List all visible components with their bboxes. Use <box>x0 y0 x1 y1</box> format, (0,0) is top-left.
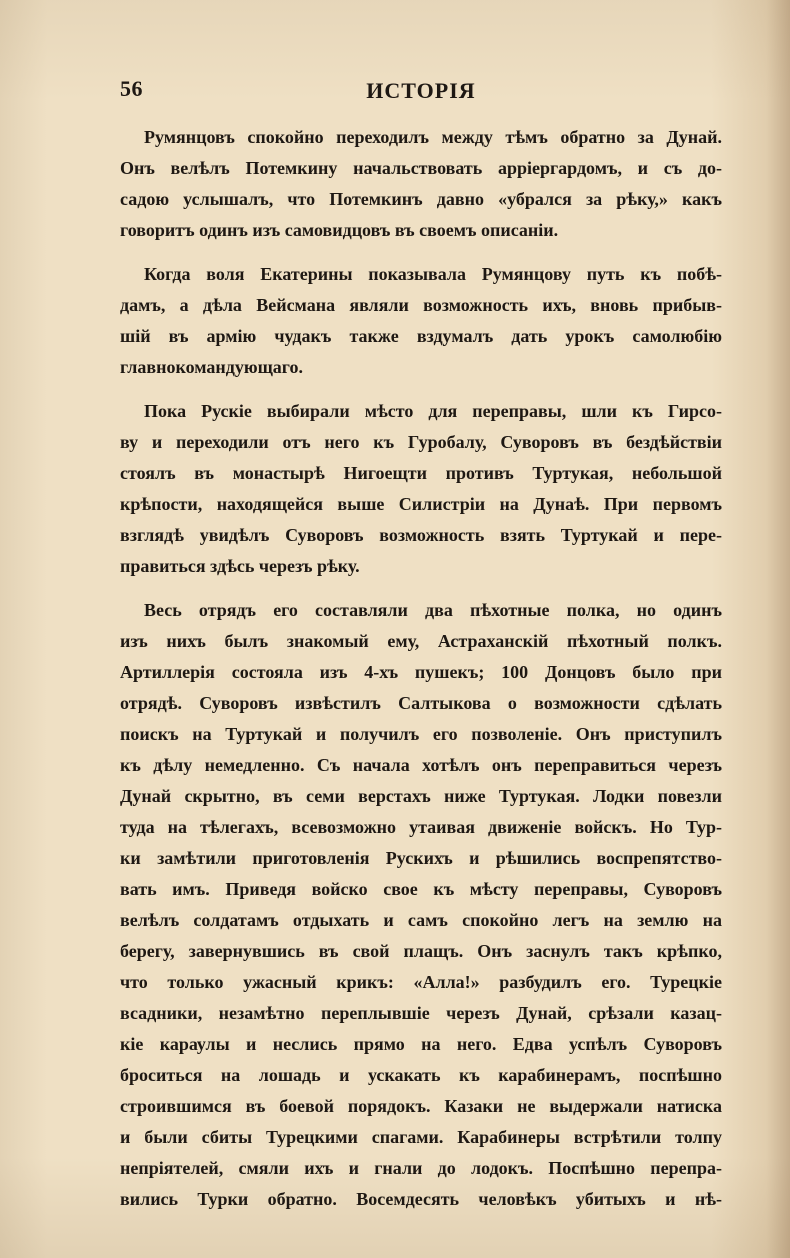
text-line: Пока Рускіе выбирали мѣсто для переправы, шли къ Гирсо- <box>144 401 722 421</box>
text-line: непріятелей, смяли ихъ и гнали до лодокъ. Поспѣшно перепра- <box>120 1158 722 1178</box>
text-line: берегу, завернувшись въ свой плащъ. Онъ заснулъ такъ крѣпко, <box>120 941 722 961</box>
text-line: и были сбиты Турецкими спагами. Карабинеры встрѣтили толпу <box>120 1127 722 1147</box>
text-line: поискъ на Туртукай и получилъ его позволеніе. Онъ приступилъ <box>120 724 722 744</box>
text-line: стоялъ въ монастырѣ Нигоещти противъ Туртукая, небольшой <box>120 463 722 483</box>
paragraph <box>120 122 722 246</box>
text-line: ву и переходили отъ него къ Гуробалу, Суворовъ въ бездѣйствіи <box>120 432 722 452</box>
text-line: велѣлъ солдатамъ отдыхать и самъ спокойно легъ на землю на <box>120 910 722 930</box>
text-line: садою услышалъ, что Потемкинъ давно «убрался за рѣку,» какъ <box>120 189 722 209</box>
body-text <box>120 122 722 1228</box>
paragraph <box>120 259 722 383</box>
text-line: отрядѣ. Суворовъ извѣстилъ Салтыкова о возможности сдѣлать <box>120 693 722 713</box>
paragraph <box>120 595 722 1215</box>
page-number: 56 <box>120 76 143 101</box>
text-line: говоритъ одинъ изъ самовидцовъ въ своемъ описаніи. <box>120 220 559 240</box>
text-line: строившимся въ боевой порядокъ. Казаки не выдержали натиска <box>120 1096 722 1116</box>
text-line: Румянцовъ спокойно переходилъ между тѣмъ обратно за Дунай. <box>144 127 722 147</box>
text-line: Дунай скрытно, въ семи верстахъ ниже Туртукая. Лодки повезли <box>120 786 722 806</box>
text-line: правиться здѣсь черезъ рѣку. <box>120 556 360 576</box>
text-line: ки замѣтили приготовленія Рускихъ и рѣшились воспрепятство- <box>120 848 722 868</box>
text-line: всадники, незамѣтно переплывшіе черезъ Дунай, срѣзали казац- <box>120 1003 722 1023</box>
text-line: что только ужасный крикъ: «Алла!» разбудилъ его. Турецкіе <box>120 972 722 992</box>
page-header <box>120 76 722 112</box>
text-line: вились Турки обратно. Восемдесять человѣкъ убитыхъ и нѣ- <box>120 1189 722 1209</box>
text-line: Весь отрядъ его составляли два пѣхотные полка, но одинъ <box>144 600 722 620</box>
paragraph <box>120 396 722 582</box>
text-line: вать имъ. Приведя войско свое къ мѣсту переправы, Суворовъ <box>120 879 722 899</box>
text-line: крѣпости, находящейся выше Силистріи на Дунаѣ. При первомъ <box>120 494 722 514</box>
running-title: ИСТОРІЯ <box>366 78 476 103</box>
text-line: кіе караулы и неслись прямо на него. Едва успѣлъ Суворовъ <box>120 1034 722 1054</box>
text-line: къ дѣлу немедленно. Съ начала хотѣлъ онъ переправиться черезъ <box>120 755 722 775</box>
text-line: туда на тѣлегахъ, всевозможно утаивая движеніе войскъ. Но Тур- <box>120 817 722 837</box>
text-line: изъ нихъ былъ знакомый ему, Астраханскій пѣхотный полкъ. <box>120 631 722 651</box>
text-line: взглядѣ увидѣлъ Суворовъ возможность взять Туртукай и пере- <box>120 525 722 545</box>
text-line: Когда воля Екатерины показывала Румянцову путь къ побѣ- <box>144 264 722 284</box>
text-line: Онъ велѣлъ Потемкину начальствовать арріергардомъ, и съ до- <box>120 158 722 178</box>
text-line: шій въ армію чудакъ также вздумалъ дать урокъ самолюбію <box>120 326 722 346</box>
text-line: дамъ, а дѣла Вейсмана являли возможность ихъ, вновь прибыв- <box>120 295 722 315</box>
text-line: Артиллерія состояла изъ 4-хъ пушекъ; 100 Донцовъ было при <box>120 662 722 682</box>
text-line: броситься на лошадь и ускакать къ карабинерамъ, поспѣшно <box>120 1065 722 1085</box>
text-line: главнокомандующаго. <box>120 357 304 377</box>
